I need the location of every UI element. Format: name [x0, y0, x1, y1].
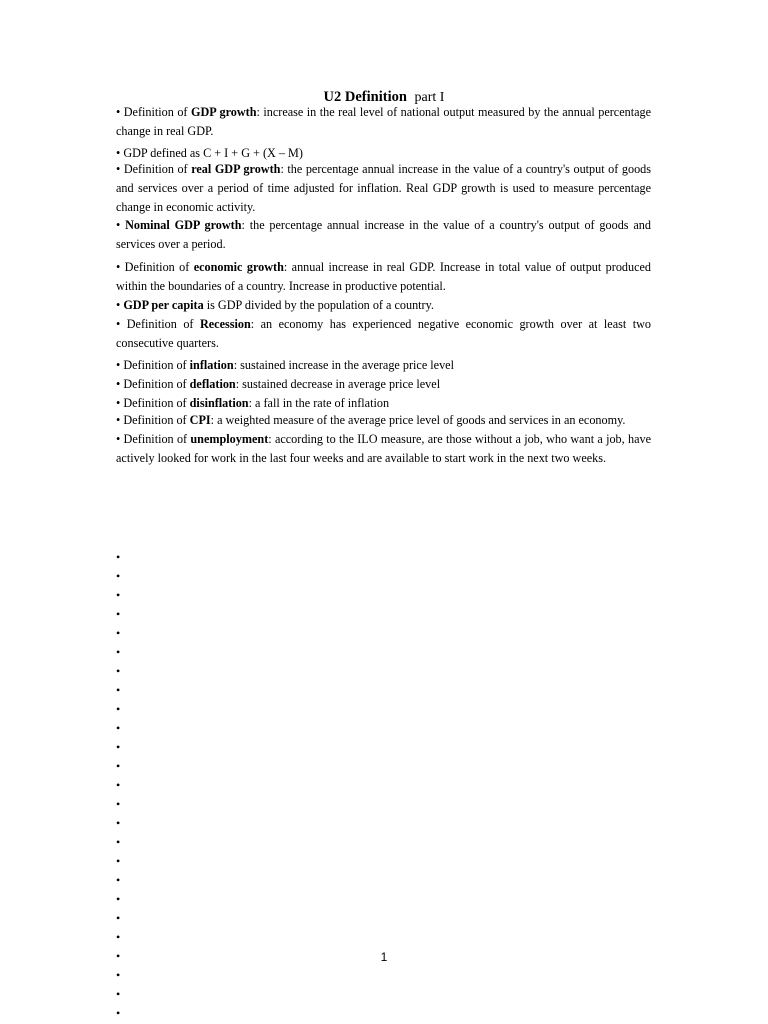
- empty-bullet-item: •: [116, 892, 121, 906]
- definition-item: • Definition of deflation: sustained decrease in average price level: [116, 377, 441, 391]
- empty-bullet-item: •: [116, 702, 121, 716]
- empty-bullet-item: •: [116, 930, 121, 944]
- empty-bullet-item: •: [116, 550, 121, 564]
- definition-term: Recession: [199, 317, 251, 331]
- definition-item: • Definition of CPI: a weighted measure of the average price level of goods and services in an economy.: [116, 413, 626, 427]
- definition-term: GDP growth: [190, 105, 257, 119]
- definition-term: CPI: [189, 413, 211, 427]
- title-main: U2 Definition: [323, 89, 407, 105]
- definition-term: unemployment: [190, 432, 269, 446]
- definition-term: inflation: [189, 358, 234, 372]
- definition-item: • Definition of inflation: sustained increase in the average price level: [116, 358, 454, 372]
- empty-bullet-item: •: [116, 911, 121, 925]
- empty-bullet-item: •: [116, 626, 121, 640]
- empty-bullet-item: •: [116, 740, 121, 754]
- definition-item: • Definition of unemployment: according to the ILO measure, are those without a job, who want a job, have actively looked for work in the last four weeks and are available to start work in the next two weeks.: [116, 432, 651, 465]
- empty-bullet-item: •: [116, 949, 121, 963]
- empty-bullet-item: •: [116, 797, 121, 811]
- empty-bullet-item: •: [116, 721, 121, 735]
- definition-term: disinflation: [189, 396, 249, 410]
- definition-item: • Definition of disinflation: a fall in the rate of inflation: [116, 396, 390, 410]
- definition-item: • GDP per capita is GDP divided by the population of a country.: [116, 298, 434, 312]
- definition-item: • Definition of GDP growth: increase in the real level of national output measured by the annual percentage change in real GDP.: [116, 105, 652, 138]
- empty-bullet-item: •: [116, 835, 121, 849]
- empty-bullet-list: [116, 548, 120, 1023]
- page-number: 1: [380, 950, 388, 964]
- empty-bullet-item: •: [116, 1006, 121, 1020]
- definition-term: Nominal GDP growth: [125, 218, 242, 232]
- empty-bullet-item: •: [116, 569, 121, 583]
- empty-bullet-item: •: [116, 645, 121, 659]
- empty-bullet-item: •: [116, 588, 121, 602]
- empty-bullet-item: •: [116, 987, 121, 1001]
- definitions-list: [116, 103, 651, 468]
- empty-bullet-item: •: [116, 683, 121, 697]
- definition-item: • Definition of real GDP growth: the percentage annual increase in the value of a country's output of goods and services over a period of time adjusted for inflation. Real GDP growth is used to measure percentage change in economic activity.: [116, 162, 652, 214]
- empty-bullet-item: •: [116, 778, 121, 792]
- empty-bullet-item: •: [116, 968, 121, 982]
- empty-bullet-item: •: [116, 816, 121, 830]
- definition-term: real GDP growth: [191, 162, 281, 176]
- title-sub: part I: [414, 90, 445, 105]
- empty-bullet-item: •: [116, 664, 121, 678]
- definition-item: • Definition of Recession: an economy has experienced negative economic growth over at least two consecutive quarters.: [116, 317, 651, 350]
- empty-bullet-item: •: [116, 873, 121, 887]
- empty-bullet-item: •: [116, 854, 121, 868]
- definition-item: • Nominal GDP growth: the percentage annual increase in the value of a country's output of goods and services over a period.: [116, 218, 651, 251]
- definition-term: GDP per capita: [123, 298, 204, 312]
- definition-item: • GDP defined as C + I + G + (X – M): [116, 146, 303, 160]
- empty-bullet-item: •: [116, 759, 121, 773]
- definition-term: deflation: [189, 377, 236, 391]
- definition-item: • Definition of economic growth: annual increase in real GDP. Increase in total value of output produced within the boundaries of a country. Increase in productive potential.: [116, 260, 652, 293]
- definition-term: economic growth: [193, 260, 284, 274]
- empty-bullet-item: •: [116, 607, 121, 621]
